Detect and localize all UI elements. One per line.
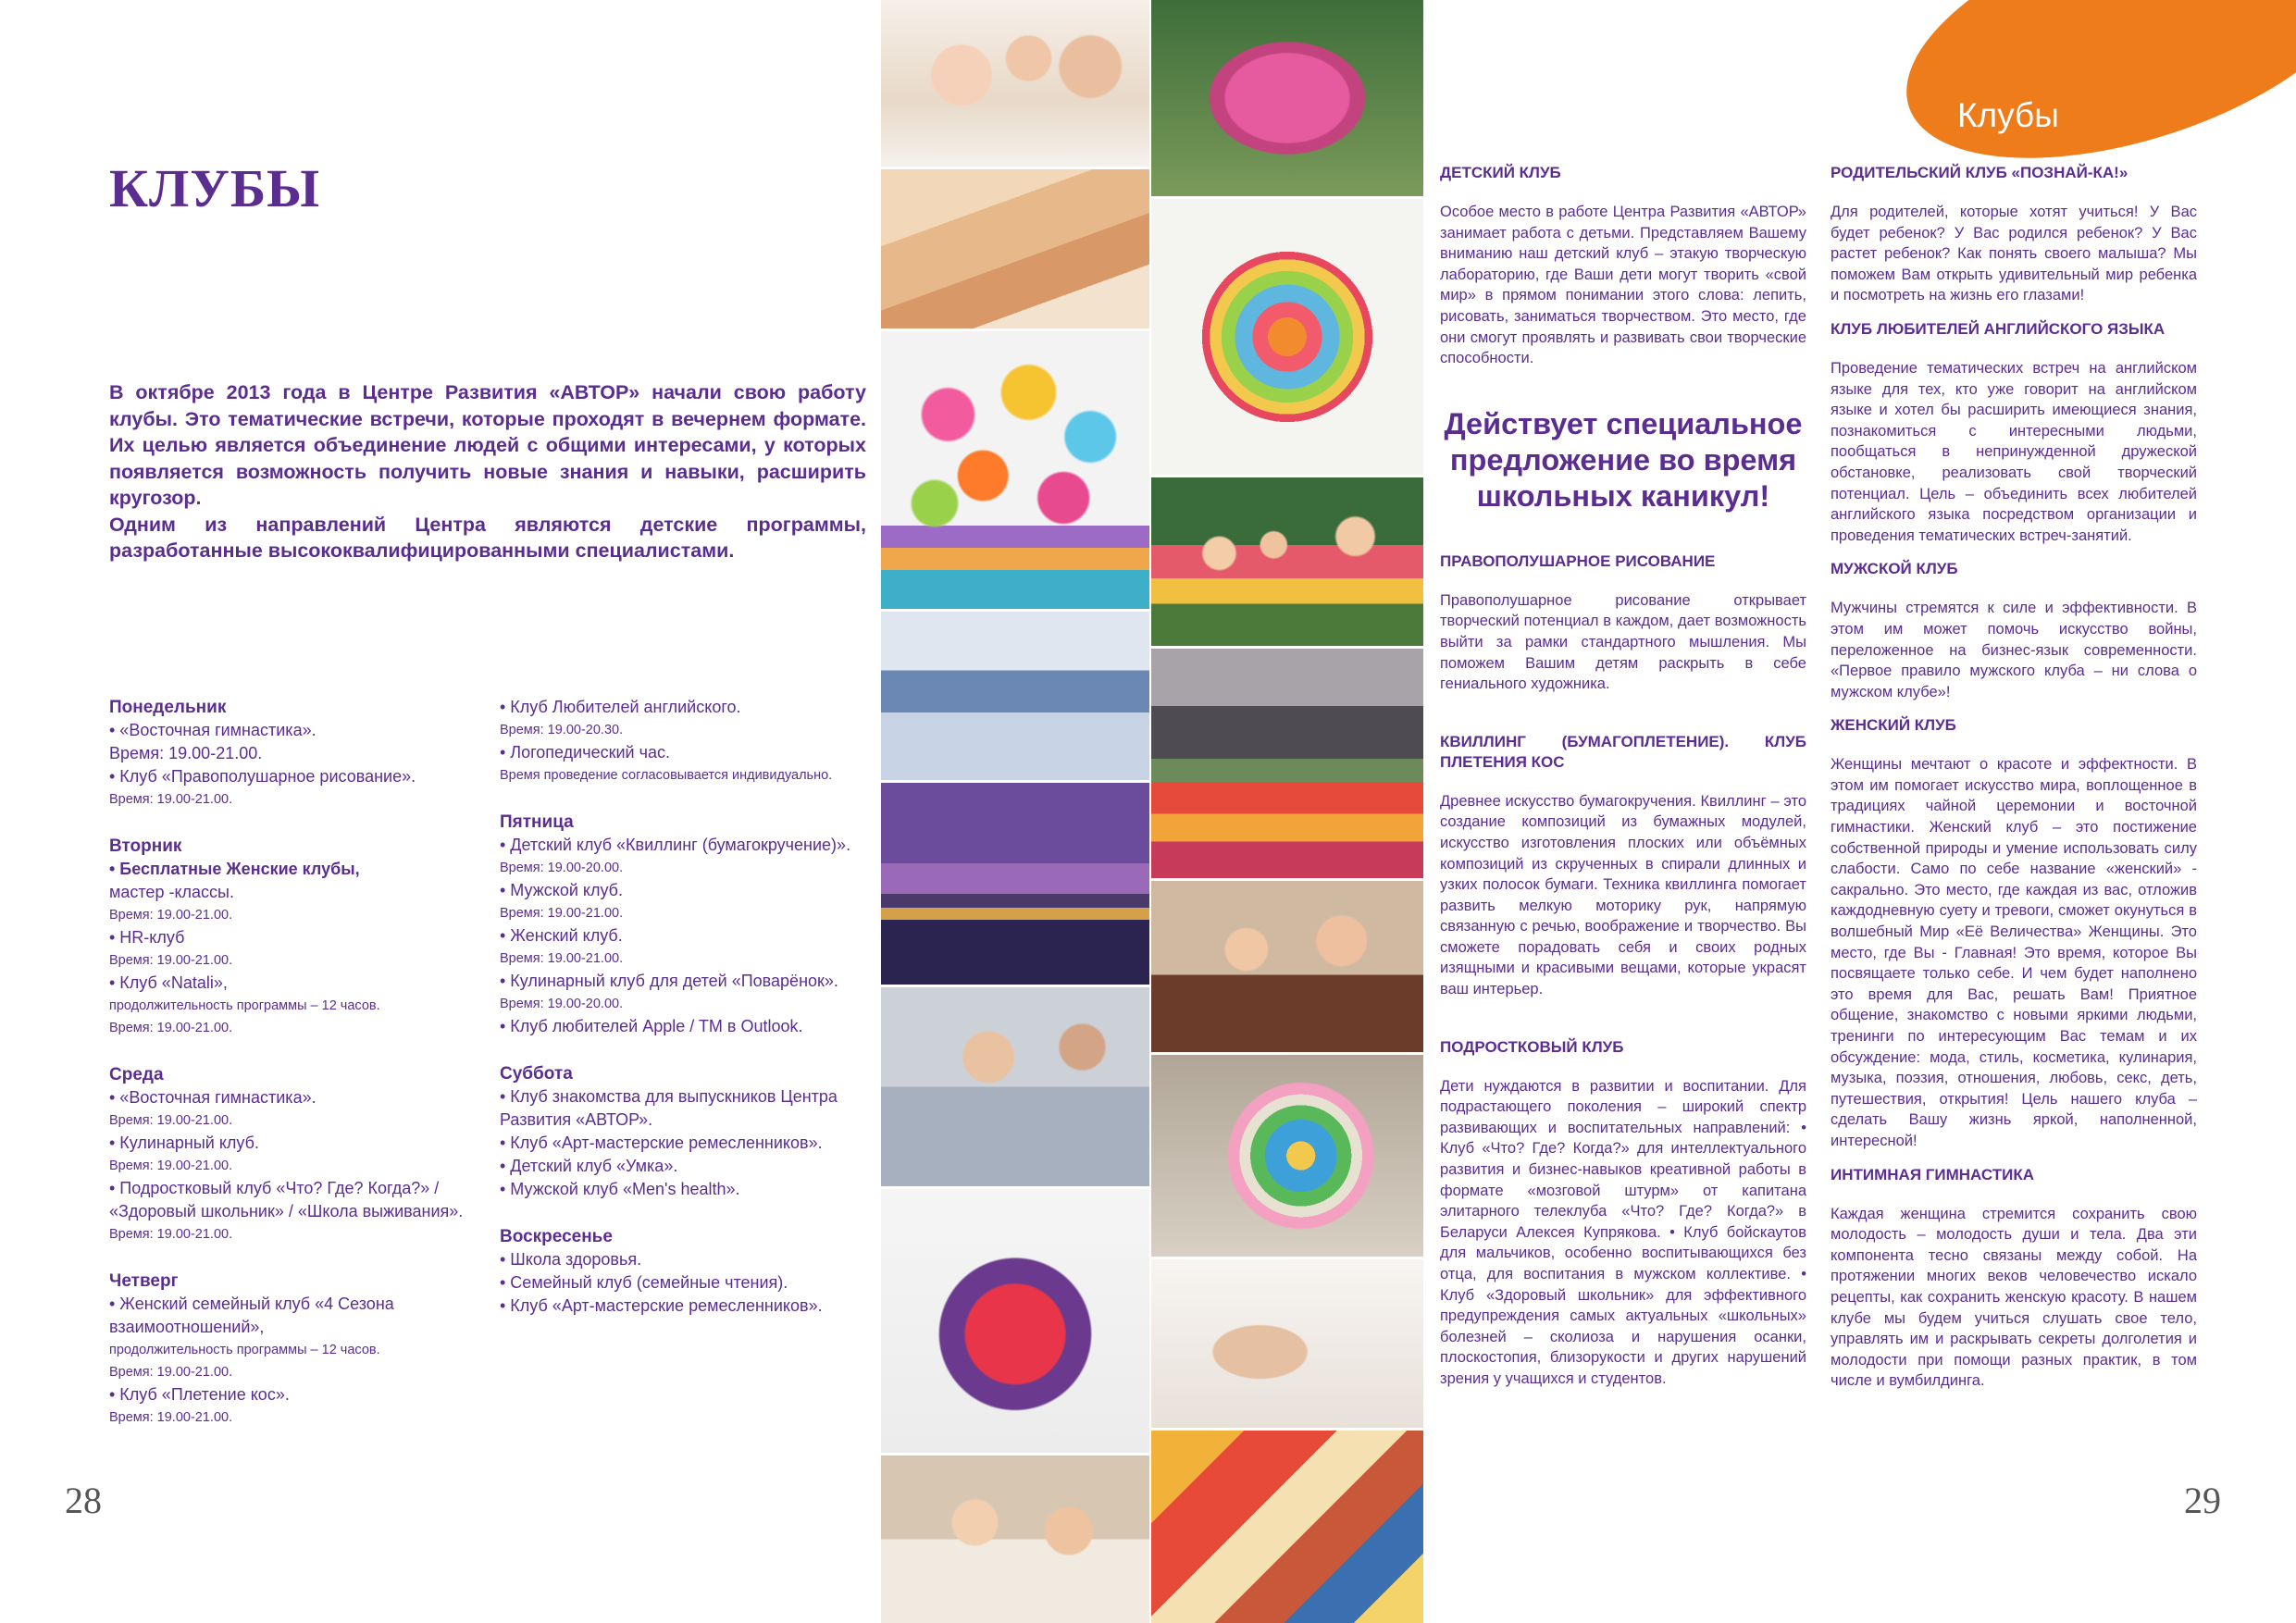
schedule-time: Время: 19.00-21.00. (109, 1410, 233, 1425)
right-column-2 (1831, 163, 2197, 1405)
section-heading: ИНТИМНАЯ ГИМНАСТИКА (1831, 1165, 2035, 1183)
schedule-item: • Клуб Любителей английского. (500, 698, 741, 716)
schedule-item: • Логопедический час. (500, 743, 670, 762)
section-body: Проведение тематических встреч на английском языке для тех, кто уже говорит на английском языке и хотел бы расширить имеющиеся знания, познакомиться с интересными людьми, пообщаться в непринужденной дружеской обстановке, реализовать свой творческий потенциал. Цель – объединить всех любителей английского языка посредством организации и проведения тематических встреч-занятий. (1831, 359, 2197, 544)
promo-banner: Действует специальное предложение во время школьных каникул! (1444, 406, 1803, 513)
schedule-item: • Клуб «Правополушарное рисование». (109, 767, 416, 786)
section-body: Правополушарное рисование открывает творческий потенциал в каждом, дает возможность выйти за рамки стандартного мышления. Мы поможем Вашим детям раскрыть в себе гениального художника. (1440, 591, 1806, 693)
schedule-day-heading: Вторник (109, 836, 182, 856)
schedule-time: Время: 19.00-21.00. (109, 1158, 233, 1173)
page-number-right: 29 (2184, 1480, 2221, 1521)
section-body: Древнее искусство бумагокручения. Квиллинг – это создание композиций из бумажных модулей, искусство изготовления плоских или объёмных композиций из скрученных в спирали длинных и узких полосок бумаги. Техника квиллинга помогает развить мелкую моторику рук, напрямую связанную с речью, воображение и творчество. Вы сможете порадовать себя и своих родных изящными и красивыми вещами, которые украсят ваш интерьер. (1440, 792, 1806, 998)
section-body: Каждая женщина стремится сохранить свою молодость – молодость души и тела. Два эти компонента тесно связаны между собой. На протяжении многих веков человечество искало рецепты, как сохранить женскую красоту. В нашем клубе мы будем учиться слушать свое тело, управлять им и раскрывать секреты долголетия и молодости при помощи разных практик, в том числе и вумбилдинга. (1831, 1205, 2197, 1390)
section-heading: МУЖСКОЙ КЛУБ (1831, 560, 1958, 578)
schedule-item: • «Восточная гимнастика». (109, 721, 316, 739)
section-heading: ЖЕНСКИЙ КЛУБ (1831, 716, 1956, 735)
schedule-time: Время: 19.00-21.00. (109, 953, 233, 968)
schedule-column-2 (500, 696, 856, 1318)
schedule-item: • Клуб «Плетение кос». (109, 1385, 290, 1404)
schedule-column-1 (109, 696, 475, 1429)
schedule-item: • Клуб «Арт-мастерские ремесленников». (500, 1296, 823, 1315)
schedule-time: Время: 19.00-21.00. (109, 1365, 233, 1380)
schedule-item: • Бесплатные Женские клубы, (109, 860, 360, 878)
yoga-woman-photo (1151, 1259, 1423, 1428)
section-body: Дети нуждаются в развитии и воспитании. Для подрастающего поколения – широкий спектр развивающих и воспитательных направлений: • Клуб «Что? Где? Когда?» для интеллектуального развития и бизнес-навыков креативной работы в формате «мозговой штурм» от капитана элитарного телеклуба «Что? Где? Когда?» в Беларуси Алексея Купрякова. • Клуб бойскаутов для мальчиков, особенно воспитывающихся без отца, для воспитания в мужском коллективе. • Клуб «Здоровый школьник» для эффективного предупреждения самых актуальных «школьных» болезней – сколиоза и нарушения осанки, плоскостопия, близорукости и других нарушений зрения у учащихся и студентов. (1440, 1077, 1806, 1387)
schedule-item: • Женский семейный клуб «4 Сезона взаимоотношений», (109, 1295, 394, 1336)
section-body: Для родителей, которые хотят учиться! У Вас будет ребенок? У Вас родился ребенок? У Вас растет ребенок? Как понять своего малыша? Мы поможем Вам открыть удивительный мир ребенка и посмотреть на жизнь его глазами! (1831, 204, 2197, 304)
paint-brushes-photo (1151, 1431, 1423, 1623)
family-photo (881, 0, 1149, 167)
kids-drawing-photo (881, 1456, 1149, 1623)
schedule-item: • HR-клуб (109, 928, 185, 947)
schedule-item: • Клуб «Арт-мастерские ремесленников». (500, 1134, 823, 1152)
photo-strip (881, 0, 1423, 1623)
section-heading: ДЕТСКИЙ КЛУБ (1440, 164, 1561, 181)
schedule-item: • Мужской клуб «Men's health». (500, 1180, 740, 1198)
section-body: Мужчины стремятся к силе и эффективности. В этом им может помочь искусство войны, переложенное на бизнес-язык современности. «Первое правило мужского клуба – ни слова о мужском клубе»! (1831, 600, 2197, 700)
schedule-item: • Клуб «Natali», (109, 973, 228, 992)
schedule-time: продолжительность программы – 12 часов. (109, 1343, 380, 1357)
pink-paper-pig-photo (1151, 0, 1423, 196)
section-heading: ПОДРОСТКОВЫЙ КЛУБ (1440, 1037, 1624, 1056)
section-heading: КВИЛЛИНГ (БУМАГОПЛЕТЕНИЕ). КЛУБ ПЛЕТЕНИЯ КОС (1440, 732, 1806, 771)
schedule-item: • Женский клуб. (500, 926, 623, 945)
schedule-item: • Детский клуб «Квиллинг (бумагокручение)». (500, 836, 851, 854)
schedule-item: • Семейный клуб (семейные чтения). (500, 1273, 788, 1292)
quilling-flower-photo (1151, 1055, 1423, 1257)
schedule-day-heading: Среда (109, 1065, 164, 1084)
schedule-item: Время: 19.00-21.00. (109, 744, 263, 762)
schedule-time: Время: 19.00-21.00. (500, 951, 624, 966)
section-body: Женщины мечтают о красоте и эффектности. В этом им помогает искусство мира, воплощенное в традициях чайной церемонии и восточной гимнастики. Женский клуб – это постижение собственной природы и умение использовать силу слабости. Само по себе название «женский» - сакрально. Это место, где каждая из вас, отложив каждодневную суету и тревоги, сможет окунуться в волшебный Мир «Её Величества» Женщины. Это место, где Вы - Главная! Это время, которое Вы посвящаете только себе. И чем будет наполнено это время для Вас, решать Вам! Приятное общение, знакомство с новыми яркими людьми, тренинги по интересующим Вас темам и их обсуждение: мода, стиль, косметика, кулинария, музыка, поэзия, отношения, любовь, секс, деть, путешествия, открытия! Цель нашего клуба – сделать Вашу жизнь яркой, наполненной, интересной! (1831, 756, 2197, 1149)
schedule-time: Время: 19.00-21.00. (109, 1227, 233, 1242)
schedule-day-heading: Понедельник (109, 698, 227, 717)
happy-kids-photo (1151, 477, 1423, 646)
schedule-item: • Клуб знакомства для выпускников Центра Развития «АВТОР». (500, 1087, 838, 1129)
kids-playroom-photo (881, 169, 1149, 328)
intro-text (109, 379, 866, 564)
schedule-day-heading: Пятница (500, 812, 574, 832)
landscape-painting-photo (1151, 649, 1423, 878)
schedule-time: Время: 19.00-21.00. (500, 906, 624, 921)
schedule-item: • Кулинарный клуб. (109, 1134, 259, 1152)
quilling-mandala-photo (1151, 199, 1423, 475)
schedule-item: мастер -классы. (109, 883, 234, 901)
schedule-time: Время проведение согласовывается индивидуально. (500, 768, 833, 783)
schedule-time: Время: 19.00-21.00. (109, 908, 233, 923)
section-heading: РОДИТЕЛЬСКИЙ КЛУБ «ПОЗНАЙ-КА!» (1831, 164, 2128, 181)
schedule-item: • Клуб любителей Apple / TM в Outlook. (500, 1017, 803, 1035)
schedule-day-heading: Суббота (500, 1064, 573, 1084)
schedule-item: • Подростковый клуб «Что? Где? Когда?» / «Здоровый школьник» / «Школа выживания». (109, 1179, 464, 1220)
section-heading: КЛУБ ЛЮБИТЕЛЕЙ АНГЛИЙСКОГО ЯЗЫКА (1831, 319, 2166, 338)
right-column-1 (1440, 163, 1806, 1427)
schedule-time: Время: 19.00-21.00. (109, 792, 233, 807)
craft-class-photo (881, 612, 1149, 780)
intro-paragraph-1: В октябре 2013 года в Центре Развития «АВТОР» начали свою работу клубы. Это тематические встречи, которые проходят в вечернем формате. Их целью является объединение людей с общими интересами, у которых появляется возможность получить новые знания и навыки, расширить кругозор. (109, 381, 866, 509)
schedule-item: • Школа здоровья. (500, 1250, 642, 1269)
schedule-day-heading: Воскресенье (500, 1227, 613, 1246)
schedule-day-heading: Четверг (109, 1271, 179, 1291)
page-title: КЛУБЫ (109, 158, 321, 218)
schedule-time: Время: 19.00-21.00. (109, 1113, 233, 1128)
schedule-time: Время: 19.00-20.30. (500, 723, 624, 737)
red-paper-hedgehog-photo (881, 1189, 1149, 1453)
intro-paragraph-2: Одним из направлений Центра являются детские программы, разработанные высококвалифицированными специалистами. (109, 513, 866, 562)
schedule-time: Время: 19.00-20.00. (500, 861, 624, 875)
night-city-photo (881, 783, 1149, 985)
section-heading: ПРАВОПОЛУШАРНОЕ РИСОВАНИЕ (1440, 551, 1716, 570)
schedule-item: • Детский клуб «Умка». (500, 1157, 678, 1175)
schedule-time: Время: 19.00-20.00. (500, 997, 624, 1011)
women-craft-photo (881, 987, 1149, 1186)
schedule-time: продолжительность программы – 12 часов. (109, 998, 380, 1013)
section-body: Особое место в работе Центра Развития «АВТОР» занимает работа с детьми. Представляем Вашему вниманию наш детский клуб – этакую творческую лабораторию, где Ваши дети могут творить «свой мир» в прямом понимании этого слова: лепить, рисовать, заниматься творчеством. Это место, где они смогут проявлять и развивать свои творческие способности. (1440, 204, 1806, 367)
paper-flowers-photo (881, 331, 1149, 609)
schedule-item: • Мужской клуб. (500, 881, 623, 899)
schedule-time: Время: 19.00-21.00. (109, 1021, 233, 1035)
schedule-item: • Кулинарный клуб для детей «Поварёнок». (500, 972, 838, 990)
page-number-left: 28 (65, 1480, 102, 1521)
section-tab-label: Клубы (1957, 96, 2059, 134)
schedule-item: • «Восточная гимнастика». (109, 1088, 316, 1107)
art-class-teens-photo (1151, 881, 1423, 1052)
